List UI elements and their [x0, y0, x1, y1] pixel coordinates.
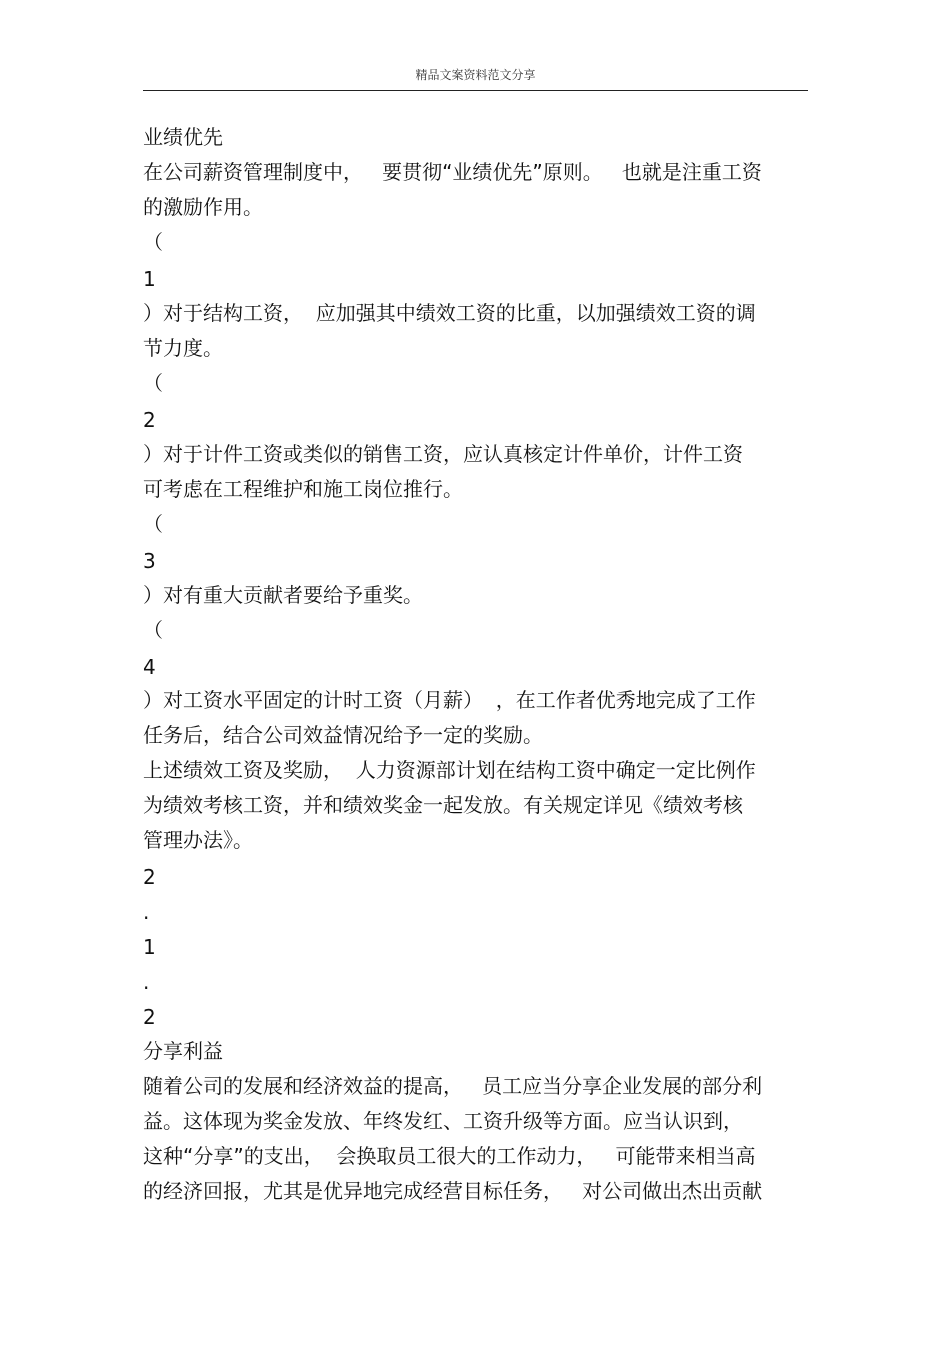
section-heading: 业绩优先 [143, 125, 223, 149]
paragraph-line: ）对有重大贡献者要给予重奖。 [143, 583, 423, 607]
list-marker-open: （ [143, 230, 163, 254]
section-number-part: 2 [143, 1005, 156, 1029]
paragraph-line: 益。这体现为奖金发放、年终发红、工资升级等方面。应当认识到， [143, 1109, 743, 1133]
list-marker-number: 3 [143, 549, 156, 573]
section-number-part: 1 [143, 935, 156, 959]
list-marker-open: （ [143, 371, 163, 395]
section-heading: 分享利益 [143, 1039, 223, 1063]
list-marker-number: 1 [143, 267, 156, 291]
paragraph-line: 节力度。 [143, 336, 223, 360]
page-header: 精品文案资料范文分享 [415, 68, 536, 82]
list-marker-open: （ [143, 618, 163, 642]
list-marker-open: （ [143, 512, 163, 536]
paragraph-line: 的经济回报，尤其是优异地完成经营目标任务， 对公司做出杰出贡献 [143, 1179, 763, 1203]
paragraph-line: 的激励作用。 [143, 195, 263, 219]
paragraph-line: 为绩效考核工资，并和绩效奖金一起发放。有关规定详见《绩效考核 [143, 793, 743, 817]
list-marker-number: 4 [143, 655, 156, 679]
paragraph-line: 上述绩效工资及奖励， 人力资源部计划在结构工资中确定一定比例作 [143, 758, 756, 782]
paragraph-line: ）对工资水平固定的计时工资（月薪） ，在工作者优秀地完成了工作 [143, 688, 756, 712]
paragraph-line: 这种“分享”的支出， 会换取员工很大的工作动力， 可能带来相当高 [143, 1144, 756, 1168]
paragraph-line: 随着公司的发展和经济效益的提高， 员工应当分享企业发展的部分利 [143, 1074, 763, 1098]
section-number-part: . [143, 970, 150, 994]
section-number-part: . [143, 900, 150, 924]
paragraph-line: ）对于结构工资， 应加强其中绩效工资的比重，以加强绩效工资的调 [143, 301, 756, 325]
section-number-part: 2 [143, 865, 156, 889]
header-divider [143, 90, 808, 91]
paragraph-line: ）对于计件工资或类似的销售工资，应认真核定计件单价，计件工资 [143, 442, 743, 466]
paragraph-line: 管理办法》。 [143, 828, 253, 852]
list-marker-number: 2 [143, 408, 156, 432]
paragraph-line: 可考虑在工程维护和施工岗位推行。 [143, 477, 463, 501]
paragraph-line: 在公司薪资管理制度中， 要贯彻“业绩优先”原则。 也就是注重工资 [143, 160, 762, 184]
paragraph-line: 任务后，结合公司效益情况给予一定的奖励。 [143, 723, 543, 747]
